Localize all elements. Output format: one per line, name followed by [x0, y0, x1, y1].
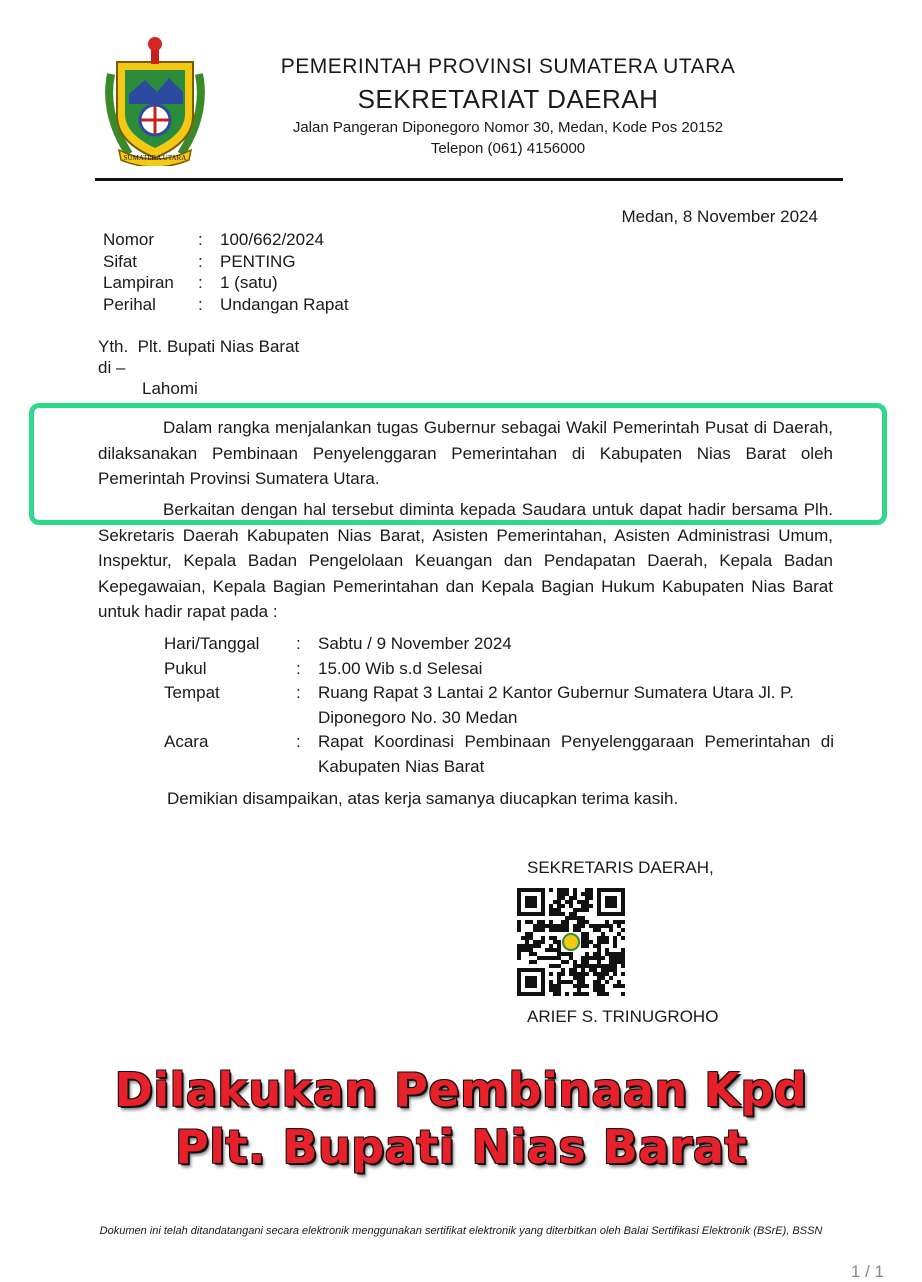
agenda-key: Acara: [164, 732, 209, 751]
recipient-at: di –: [98, 358, 126, 377]
agenda-value: Rapat Koordinasi Pembinaan Penyelenggaraan Pemerintahan di Kabupaten Nias Barat: [318, 732, 834, 776]
header-office-name: SEKRETARIAT DAERAH: [357, 84, 659, 114]
meta-sep: :: [198, 294, 203, 314]
meta-value: PENTING: [220, 251, 296, 271]
closing-sentence: Demikian disampaikan, atas kerja samanya diucapkan terima kasih.: [167, 789, 679, 808]
meta-sep: :: [198, 273, 203, 292]
agenda-sep: :: [296, 634, 301, 653]
meta-row: [103, 294, 349, 316]
meta-key: Nomor: [103, 230, 155, 249]
letter-meta-table: [103, 229, 349, 315]
signatory-title: SEKRETARIS DAERAH,: [527, 858, 714, 877]
agenda-sep: :: [296, 683, 301, 702]
meta-value: Undangan Rapat: [220, 294, 349, 314]
highlight-box: [29, 403, 887, 525]
agenda-value: Ruang Rapat 3 Lantai 2 Kantor Gubernur Sumatera Utara Jl. P. Diponegoro No. 30 Medan: [318, 683, 794, 727]
svg-text:SUMATERA UTARA: SUMATERA UTARA: [123, 154, 187, 162]
overlay-caption-line-2: Plt. Bupati Nias Barat: [174, 1120, 748, 1174]
header-government-name: PEMERINTAH PROVINSI SUMATERA UTARA: [280, 55, 736, 78]
agenda-key: Pukul: [164, 658, 207, 678]
header-phone: Telepon (061) 4156000: [430, 140, 586, 157]
meta-sep: :: [198, 230, 203, 249]
agenda-row: [164, 657, 834, 682]
page-indicator: 1 / 1: [850, 1262, 884, 1281]
meta-key: Perihal: [103, 294, 156, 314]
meta-row: [103, 251, 349, 273]
e-signature-footer-note: Dokumen ini telah ditandatangani secara elektronik menggunakan sertifikat elektronik yang diterbitkan oleh Balai Sertifikasi Elektronik (BSrE), BSSN: [99, 1225, 823, 1237]
meta-row: [103, 272, 349, 294]
qr-code-signature: [517, 888, 625, 1001]
meta-value: 100/662/2024: [220, 230, 324, 249]
recipient-block: [98, 336, 299, 399]
agenda-key: Tempat: [164, 683, 220, 702]
overlay-caption-line-1: Dilakukan Pembinaan Kpd: [114, 1063, 808, 1117]
agenda-row: [164, 681, 834, 730]
body-paragraph-1: Dalam rangka menjalankan tugas Gubernur sebagai Wakil Pemerintah Pusat di Daerah, dilaksanakan Pembinaan Penyelenggaran Pemerintahan di Kabupaten Nias Barat oleh Pemerintah Provinsi Sumatera Utara.: [98, 418, 833, 488]
header-divider: [95, 178, 843, 181]
meta-row: [103, 229, 349, 251]
agenda-row: [164, 632, 834, 657]
signatory-name: ARIEF S. TRINUGROHO: [527, 1007, 719, 1026]
agenda-row: [164, 730, 834, 779]
header-address: Jalan Pangeran Diponegoro Nomor 30, Medan, Kode Pos 20152: [292, 119, 724, 136]
agenda-key: Hari/Tanggal: [164, 634, 260, 653]
agenda-value: 15.00 Wib s.d Selesai: [318, 658, 483, 678]
letter-date: Medan, 8 November 2024: [621, 207, 818, 226]
agenda-sep: :: [296, 732, 301, 751]
agenda-sep: :: [296, 658, 301, 678]
recipient-name: Yth. Plt. Bupati Nias Barat: [98, 337, 300, 356]
agenda-value: Sabtu / 9 November 2024: [318, 634, 512, 653]
meta-value: 1 (satu): [220, 273, 278, 292]
meta-sep: :: [198, 251, 203, 271]
agenda-table: [164, 632, 834, 779]
meta-key: Lampiran: [103, 273, 174, 292]
body-paragraph-2: Berkaitan dengan hal tersebut diminta kepada Saudara untuk dapat hadir bersama Plh. Sekretaris Daerah Kabupaten Nias Barat, Asisten Pemerintahan, Asisten Administrasi Umum, Inspektur, Kepala Badan Pengelolaan Keuangan dan Pendapatan Daerah, Kepala Badan Kepegawaian, Kepala Bagian Pemerintahan dan Kepala Bagian Hukum Kabupaten Nias Barat untuk hadir rapat pada :: [98, 500, 833, 621]
recipient-place: Lahomi: [142, 379, 198, 398]
meta-key: Sifat: [103, 251, 138, 271]
